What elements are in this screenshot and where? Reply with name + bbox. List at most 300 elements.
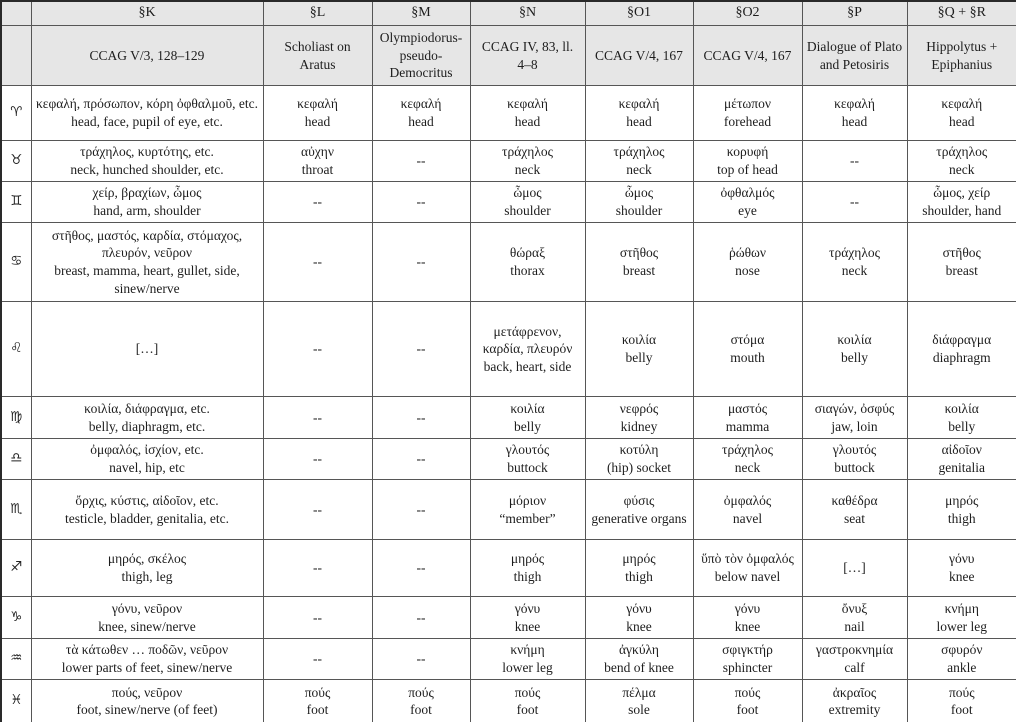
column-source-text: CCAG V/3, 128–129 (89, 47, 205, 63)
table-cell (470, 223, 585, 302)
table-cell (372, 86, 470, 141)
table-cell (585, 639, 693, 680)
cell-greek-text: κοιλία (837, 332, 872, 348)
table-cell (372, 223, 470, 302)
cell-english-text: thigh (947, 510, 976, 526)
cell-english-text: foot, sinew/nerve (of feet) (76, 702, 218, 718)
cell-greek-text: σιαγών, ὀσφύς (814, 400, 895, 416)
cell-english-text: kidney (620, 418, 658, 434)
header-row-sources (1, 26, 1016, 86)
cell-english-text: belly (514, 418, 541, 434)
corner-cell-2 (1, 26, 31, 86)
table-cell (372, 141, 470, 182)
cell-greek-text: στῆθος (619, 245, 659, 261)
table-cell (693, 397, 802, 439)
cell-english-text: neck (949, 162, 975, 177)
zodiac-sign-cell-scorpio (1, 480, 31, 540)
column-label-O2 (693, 1, 802, 26)
cell-greek-text: τράχηλος (722, 442, 773, 458)
zodiac-libra-icon: ♎ (10, 450, 23, 467)
cell-english-text: mamma (725, 418, 770, 434)
cell-english-text: bend of knee (604, 660, 674, 675)
cell-english-text: head (408, 114, 434, 129)
cell-english-text: foot (736, 702, 759, 718)
column-label-K (31, 1, 263, 26)
cell-english-text: lower parts of feet, sinew/nerve (61, 660, 233, 675)
column-label-text: §Q + §R (937, 5, 986, 21)
cell-english-text: (hip) socket (606, 460, 672, 475)
cell-english-text: belly (625, 350, 653, 365)
table-cell (372, 397, 470, 439)
table-cell (263, 540, 372, 597)
column-source-O2 (693, 26, 802, 86)
table-row-aries (1, 86, 1016, 141)
table-body (1, 86, 1016, 722)
cell-greek-text: χείρ, βραχίων, ὦμος (92, 185, 202, 201)
table-cell (802, 439, 907, 480)
cell-greek-text: νεφρός (619, 400, 659, 416)
table-cell (802, 223, 907, 302)
table-cell (470, 439, 585, 480)
table-cell (585, 86, 693, 141)
column-label-text: §P (847, 5, 862, 21)
cell-placeholder-text: -- (313, 254, 322, 270)
cell-english-text: foot (950, 702, 973, 718)
cell-placeholder-text: -- (416, 254, 426, 270)
cell-english-text: foot (410, 702, 432, 718)
zodiac-aries-icon: ♈ (10, 104, 23, 121)
cell-english-text: knee (734, 618, 761, 634)
cell-greek-text: κεφαλή (297, 96, 338, 112)
cell-english-text: breast (945, 263, 978, 278)
table-cell (470, 480, 585, 540)
cell-english-text: below navel (714, 569, 781, 584)
cell-placeholder-text: -- (416, 451, 426, 467)
column-label-text: §L (309, 5, 326, 21)
cell-greek-text: μηρός (622, 551, 656, 567)
table-cell (585, 302, 693, 397)
cell-greek-text: ὀμφαλός (723, 492, 772, 508)
cell-english-text: buttock (834, 460, 875, 475)
zodiac-sign-cell-leo (1, 302, 31, 397)
cell-english-text: thigh, leg (121, 569, 173, 584)
zodiac-sign-cell-sagittarius (1, 540, 31, 597)
table-cell (263, 223, 372, 302)
cell-english-text: hand, arm, shoulder (93, 203, 201, 218)
table-cell (585, 182, 693, 223)
table-cell (907, 480, 1016, 540)
cell-english-text: head (304, 114, 331, 129)
table-cell (693, 680, 802, 722)
cell-greek-text: μηρός (510, 551, 545, 567)
cell-greek-text: πούς (948, 684, 975, 700)
cell-placeholder-text: -- (313, 409, 322, 425)
table-cell (263, 597, 372, 639)
column-source-text: Hippolytus + Epiphanius (926, 38, 998, 72)
cell-english-text: navel, hip, etc (109, 460, 185, 475)
table-cell (31, 540, 263, 597)
cell-greek-text: ὦμος (513, 185, 542, 201)
table-cell (31, 439, 263, 480)
cell-greek-text: κνήμη (944, 600, 979, 616)
table-cell (585, 540, 693, 597)
cell-greek-text: κεφαλή (400, 96, 442, 112)
zodiac-leo-icon: ♌ (10, 340, 23, 357)
column-source-text: CCAG V/4, 167 (595, 47, 683, 63)
cell-english-text: navel (732, 510, 763, 526)
table-cell (693, 182, 802, 223)
cell-greek-text: τράχηλος (936, 144, 988, 160)
column-source-K (31, 26, 263, 86)
cell-english-text: ankle (947, 660, 977, 675)
cell-greek-text: αἰδοῖον (941, 442, 982, 458)
zodiac-sign-cell-taurus (1, 141, 31, 182)
cell-greek-text: στῆθος (942, 245, 981, 261)
cell-greek-text: γόνυ (626, 600, 652, 616)
cell-greek-text: πέλμα (622, 684, 656, 700)
cell-english-text: head (949, 114, 975, 129)
cell-greek-text: κοιλία, διάφραγμα, etc. (84, 400, 210, 416)
header-row-labels (1, 1, 1016, 26)
cell-placeholder-text: […] (843, 560, 866, 576)
cell-english-text: diaphragm (932, 350, 991, 365)
cell-greek-text: αὐχην (301, 144, 334, 160)
cell-greek-text: ὦμος (624, 185, 654, 201)
cell-greek-text: μέτωπον (724, 96, 771, 112)
zodiac-scorpio-icon: ♏ (10, 500, 23, 517)
table-cell (907, 86, 1016, 141)
table-cell (585, 680, 693, 722)
cell-greek-text: πούς (408, 684, 434, 700)
cell-english-text: thigh (513, 569, 542, 584)
cell-english-text: head, face, pupil of eye, etc. (71, 114, 223, 129)
table-cell (693, 439, 802, 480)
table-cell (693, 480, 802, 540)
zodiac-sign-cell-capricorn (1, 597, 31, 639)
cell-greek-text: κορυφή (726, 144, 769, 160)
table-cell (907, 397, 1016, 439)
cell-english-text: neck (734, 460, 761, 475)
cell-english-text: thigh (625, 569, 653, 584)
table-cell (470, 680, 585, 722)
table-cell (372, 597, 470, 639)
cell-greek-text: τράχηλος (829, 245, 880, 261)
cell-placeholder-text: -- (416, 501, 426, 517)
cell-english-text: head (514, 114, 541, 129)
zodiac-sign-cell-aries (1, 86, 31, 141)
table-cell (802, 597, 907, 639)
cell-greek-text: ῥώθων (728, 245, 767, 261)
cell-english-text: throat (301, 162, 334, 177)
cell-greek-text: κοιλία (621, 332, 657, 348)
table-cell (470, 302, 585, 397)
table-cell (31, 141, 263, 182)
cell-english-text: generative organs (591, 510, 687, 526)
zodiac-sign-cell-gemini (1, 182, 31, 223)
table-cell (802, 397, 907, 439)
table-row-sagittarius (1, 540, 1016, 597)
cell-placeholder-text: -- (313, 501, 322, 517)
cell-greek-text: ἀκραῖος (832, 684, 877, 700)
cell-greek-text: ὦμος, χείρ (933, 185, 991, 201)
cell-greek-text: μετάφρενον, καρδία, πλευρόν (482, 323, 573, 357)
table-cell (372, 639, 470, 680)
table-cell (693, 540, 802, 597)
table-cell (263, 302, 372, 397)
cell-placeholder-text: -- (416, 194, 426, 210)
table-cell (693, 86, 802, 141)
table-cell (263, 480, 372, 540)
zodiac-sign-cell-cancer (1, 223, 31, 302)
cell-greek-text: γόνυ (948, 551, 975, 567)
table-cell (693, 639, 802, 680)
cell-greek-text: κεφαλή (507, 96, 548, 112)
table-header (1, 1, 1016, 86)
table-cell (585, 141, 693, 182)
cell-english-text: belly, diaphragm, etc. (88, 418, 206, 434)
cell-greek-text: τράχηλος (502, 144, 553, 160)
cell-greek-text: θώραξ (509, 245, 546, 261)
cell-placeholder-text: -- (416, 609, 426, 625)
table-cell (802, 639, 907, 680)
column-label-P (802, 1, 907, 26)
cell-english-text: jaw, loin (831, 418, 878, 434)
column-label-text: §N (518, 5, 537, 21)
cell-english-text: thorax (510, 263, 545, 278)
cell-greek-text: μαστός (727, 400, 768, 416)
cell-english-text: forehead (723, 114, 772, 129)
cell-greek-text: γλουτός (505, 442, 550, 458)
column-source-O1 (585, 26, 693, 86)
table-cell (907, 639, 1016, 680)
column-label-O1 (585, 1, 693, 26)
cell-english-text: buttock (507, 460, 548, 475)
cell-placeholder-text: -- (313, 451, 322, 467)
column-label-text: §M (411, 5, 431, 21)
table-cell (907, 540, 1016, 597)
cell-english-text: neck, hunched shoulder, etc. (70, 162, 224, 177)
column-label-QR (907, 1, 1016, 26)
cell-greek-text: ὀφθαλμός (720, 185, 775, 201)
table-cell (802, 302, 907, 397)
cell-english-text: knee (514, 618, 541, 634)
table-cell (31, 182, 263, 223)
cell-greek-text: ὄνυξ (841, 600, 868, 616)
zodiac-gemini-icon: ♊ (10, 193, 23, 210)
cell-english-text: knee (626, 618, 652, 634)
cell-english-text: “member” (499, 510, 556, 526)
cell-english-text: neck (514, 162, 541, 177)
cell-english-text: belly (841, 350, 868, 365)
cell-placeholder-text: -- (416, 341, 426, 357)
table-cell (31, 302, 263, 397)
table-cell (263, 397, 372, 439)
cell-english-text: mouth (730, 350, 765, 365)
column-source-P (802, 26, 907, 86)
zodiac-sagittarius-icon: ♐ (10, 559, 23, 576)
table-cell (585, 439, 693, 480)
cell-greek-text: φύσις (623, 492, 655, 508)
table-cell (263, 639, 372, 680)
column-label-text: §K (138, 5, 156, 21)
cell-greek-text: τὰ κάτωθεν … ποδῶν, νεῦρον (65, 642, 229, 658)
cell-english-text: foot (306, 702, 329, 718)
table-cell (470, 597, 585, 639)
column-source-text: Dialogue of Plato and Petosiris (806, 38, 903, 72)
column-label-N (470, 1, 585, 26)
cell-greek-text: μηρός, σκέλος (107, 551, 187, 567)
column-label-L (263, 1, 372, 26)
cell-english-text: foot (516, 702, 539, 718)
zodiac-taurus-icon: ♉ (10, 152, 23, 169)
cell-english-text: eye (738, 203, 757, 218)
table-cell (585, 223, 693, 302)
cell-greek-text: σφυρόν (941, 642, 983, 658)
table-row-leo (1, 302, 1016, 397)
table-cell (693, 597, 802, 639)
column-source-text: CCAG IV, 83, ll. 4–8 (481, 38, 574, 72)
table-cell (470, 639, 585, 680)
cell-greek-text: ὄρχις, κύστις, αἰδοῖον, etc. (75, 492, 219, 508)
table-row-aquarius (1, 639, 1016, 680)
cell-greek-text: μηρός (945, 492, 979, 508)
cell-english-text: lower leg (502, 660, 553, 675)
cell-greek-text: κεφαλή, πρόσωπον, κόρη ὀφθαλμοῦ, etc. (35, 96, 259, 112)
table-cell (693, 223, 802, 302)
cell-english-text: neck (626, 162, 652, 177)
table-cell (693, 302, 802, 397)
table-cell (802, 480, 907, 540)
column-source-text: Scholiast on Aratus (284, 38, 351, 72)
column-label-M (372, 1, 470, 26)
table-cell (31, 397, 263, 439)
cell-english-text: top of head (717, 162, 778, 177)
column-source-text: Olympiodorus-pseudo-Democritus (379, 30, 463, 81)
cell-greek-text: γόνυ (514, 600, 541, 616)
cell-english-text: genitalia (938, 460, 985, 475)
cell-placeholder-text: -- (416, 153, 426, 169)
cell-greek-text: καθέδρα (831, 492, 878, 508)
table-cell (470, 141, 585, 182)
cell-greek-text: στόμα (730, 332, 765, 348)
zodiac-sign-cell-virgo (1, 397, 31, 439)
cell-greek-text: πούς (514, 684, 541, 700)
cell-greek-text: ἀγκύλη (618, 642, 659, 658)
cell-english-text: breast (622, 263, 656, 278)
cell-greek-text: τράχηλος, κυρτότης, etc. (80, 144, 214, 160)
zodiac-aquarius-icon: ♒ (10, 650, 23, 667)
column-label-text: §O1 (626, 5, 652, 21)
cell-placeholder-text: -- (313, 560, 322, 576)
column-source-QR (907, 26, 1016, 86)
table-cell (802, 680, 907, 722)
corner-cell (1, 1, 31, 26)
table-cell (907, 680, 1016, 722)
cell-greek-text: πούς, νεῦρον (111, 684, 183, 700)
cell-english-text: sphincter (722, 660, 773, 675)
column-source-text: CCAG V/4, 167 (703, 47, 792, 63)
cell-greek-text: κοιλία (944, 400, 979, 416)
table-cell (802, 182, 907, 223)
table-cell (372, 302, 470, 397)
cell-greek-text: γόνυ (734, 600, 761, 616)
cell-english-text: nail (844, 618, 865, 634)
cell-english-text: knee (949, 569, 975, 584)
cell-greek-text: διάφραγμα (932, 332, 992, 348)
column-label-text: §O2 (735, 5, 760, 21)
zodiac-sign-cell-libra (1, 439, 31, 480)
table-row-scorpio (1, 480, 1016, 540)
cell-greek-text: κεφαλή (834, 96, 875, 112)
cell-english-text: seat (844, 510, 865, 526)
cell-greek-text: πούς (304, 684, 331, 700)
table-cell (470, 397, 585, 439)
table-cell (907, 302, 1016, 397)
cell-placeholder-text: -- (313, 651, 322, 667)
cell-greek-text: γλουτός (832, 442, 877, 458)
table-cell (372, 540, 470, 597)
table-cell (372, 439, 470, 480)
cell-english-text: lower leg (936, 618, 988, 634)
table-cell (907, 597, 1016, 639)
zodiac-sign-cell-pisces (1, 680, 31, 722)
cell-english-text: nose (735, 263, 760, 278)
table-cell (372, 680, 470, 722)
cell-greek-text: σφιγκτήρ (722, 642, 773, 658)
cell-placeholder-text: -- (850, 194, 859, 210)
table-row-capricorn (1, 597, 1016, 639)
cell-english-text: belly (948, 418, 976, 434)
table-cell (907, 439, 1016, 480)
table-cell (263, 141, 372, 182)
cell-greek-text: γόνυ, νεῦρον (111, 600, 183, 616)
cell-greek-text: τράχηλος (613, 144, 665, 160)
cell-english-text: testicle, bladder, genitalia, etc. (64, 510, 229, 526)
cell-greek-text: κεφαλή (618, 96, 660, 112)
table-cell (585, 397, 693, 439)
cell-english-text: sole (628, 702, 650, 718)
cell-greek-text: ὕπὸ τὸν ὀμφαλός (701, 551, 794, 567)
table-cell (263, 182, 372, 223)
table-cell (372, 182, 470, 223)
zodiac-cancer-icon: ♋ (10, 253, 23, 270)
table-row-pisces (1, 680, 1016, 722)
table-cell (802, 86, 907, 141)
cell-greek-text: κοτύλη (619, 442, 659, 458)
table-cell (470, 540, 585, 597)
cell-english-text: head (841, 114, 868, 129)
cell-placeholder-text: -- (313, 341, 322, 357)
table-cell (263, 86, 372, 141)
cell-greek-text: ὀμφαλός, ἰσχίον, etc. (90, 442, 204, 458)
cell-english-text: shoulder (504, 203, 551, 218)
table-cell (31, 639, 263, 680)
cell-greek-text: μόριον (508, 492, 547, 508)
cell-placeholder-text: -- (416, 409, 426, 425)
table-cell (31, 223, 263, 302)
table-cell (263, 439, 372, 480)
cell-english-text: head (626, 114, 652, 129)
table-cell (802, 141, 907, 182)
table-row-cancer (1, 223, 1016, 302)
cell-greek-text: γαστροκνημία (815, 642, 894, 658)
column-source-M (372, 26, 470, 86)
table-row-virgo (1, 397, 1016, 439)
table-cell (907, 223, 1016, 302)
cell-placeholder-text: -- (416, 651, 426, 667)
cell-english-text: neck (841, 263, 868, 278)
zodiac-capricorn-icon: ♑ (10, 608, 23, 625)
